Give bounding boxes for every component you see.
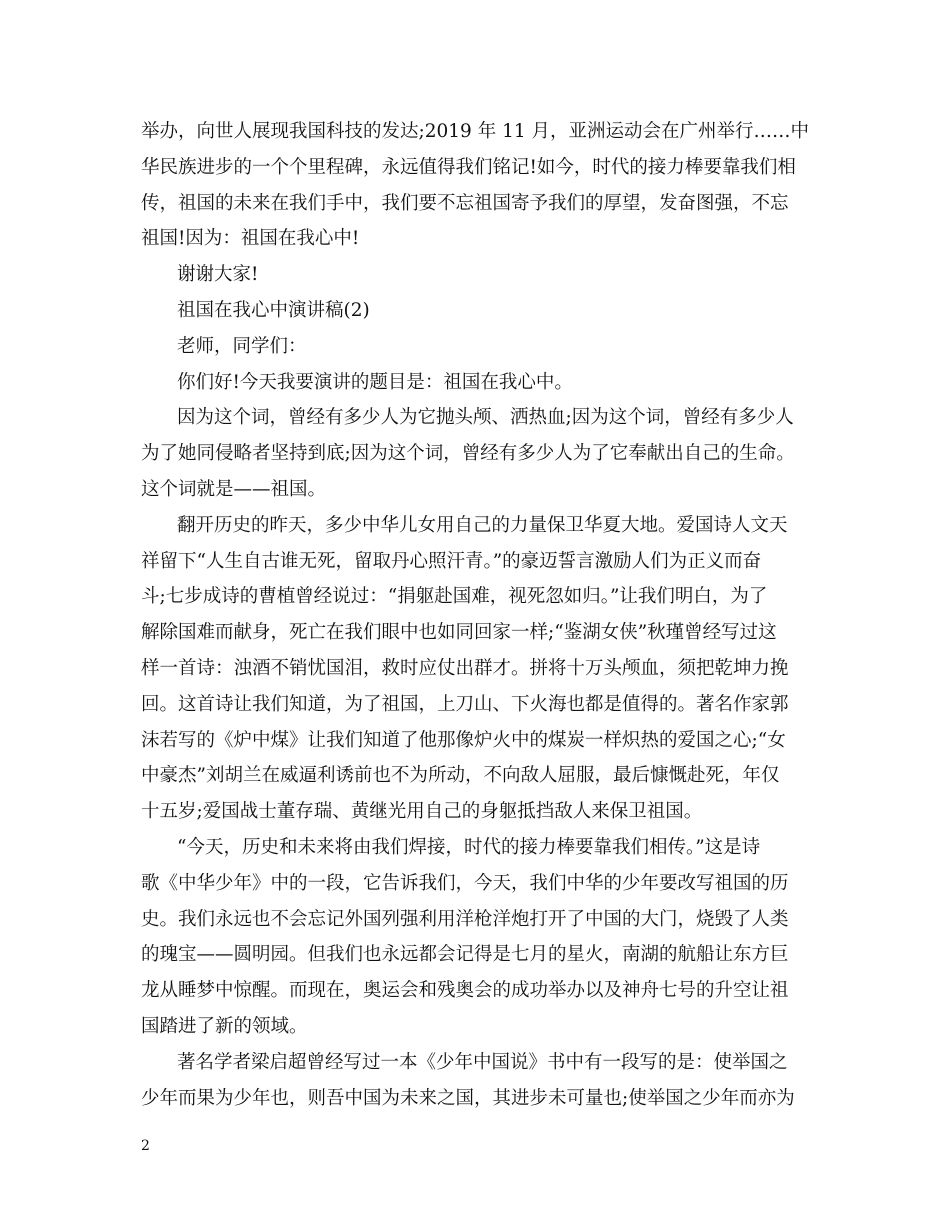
page-number: 2: [141, 1138, 150, 1154]
text-line: 老师，同学们：: [177, 335, 307, 357]
text-line: 沫若写的《炉中煤》让我们知道了他那像炉火中的煤炭一样炽热的爱国之心;“女: [141, 729, 786, 751]
text-line: 的瑰宝——圆明园。但我们也永远都会记得是七月的星火，南湖的航船让东方巨: [141, 944, 789, 966]
text-line: 回。这首诗让我们知道，为了祖国，上刀山、下火海也都是值得的。著名作家郭: [141, 693, 789, 715]
text-line: 著名学者梁启超曾经写过一本《少年中国说》书中有一段写的是：使举国之: [177, 1051, 788, 1073]
text-line: 歌《中华少年》中的一段，它告诉我们，今天，我们中华的少年要改写祖国的历: [141, 872, 789, 894]
text-line: 龙从睡梦中惊醒。而现在，奥运会和残奥会的成功举办以及神舟七号的升空让祖: [141, 980, 789, 1002]
text-line: 斗;七步成诗的曹植曾经说过：“捐躯赴国难，视死忽如归。”让我们明白，为了: [141, 586, 768, 608]
text-line: 祖国!因为：祖国在我心中!: [141, 228, 360, 250]
document-body: [141, 114, 811, 1116]
text-line: 为了她同侵略者坚持到底;因为这个词，曾经有多少人为了它奉献出自己的生命。: [141, 443, 795, 465]
text-line: 国踏进了新的领域。: [141, 1015, 308, 1037]
text-line: 中豪杰”刘胡兰在威逼利诱前也不为所动，不向敌人屈服，最后慷慨赴死，年仅: [141, 765, 780, 787]
text-line: 谢谢大家!: [177, 264, 259, 286]
text-line: 史。我们永远也不会忘记外国列强利用洋枪洋炮打开了中国的大门，烧毁了人类: [141, 908, 789, 930]
text-line: 你们好!今天我要演讲的题目是：祖国在我心中。: [177, 371, 573, 393]
text-line: “今天，历史和未来将由我们焊接，时代的接力棒要靠我们相传。”这是诗: [177, 836, 761, 858]
text-line: 解除国难而献身，死亡在我们眼中也如同回家一样;“鉴湖女侠”秋瑾曾经写过这: [141, 622, 777, 644]
text-line: 这个词就是——祖国。: [141, 478, 327, 500]
text-line: 少年而果为少年也，则吾中国为未来之国，其进步未可量也;使举国之少年而亦为: [141, 1087, 795, 1109]
text-line: 祥留下“人生自古谁无死，留取丹心照汗青。”的豪迈誓言激励人们为正义而奋: [141, 550, 762, 572]
text-line: 举办，向世人展现我国科技的发达;2019 年 11 月，亚洲运动会在广州举行……中: [141, 121, 809, 142]
text-line: 十五岁;爱国战士董存瑞、黄继光用自己的身躯抵挡敌人来保卫祖国。: [141, 801, 703, 823]
text-line: 华民族进步的一个个里程碑，永远值得我们铭记!如今，时代的接力棒要靠我们相: [141, 156, 796, 178]
section-heading: 祖国在我心中演讲稿(2): [177, 299, 370, 321]
text-line: 因为这个词，曾经有多少人为它抛头颅、洒热血;因为这个词，曾经有多少人: [177, 407, 794, 429]
text-line: 样一首诗：浊酒不销忧国泪，救时应仗出群才。拼将十万头颅血，须把乾坤力挽: [141, 657, 789, 679]
text-line: 传，祖国的未来在我们手中，我们要不忘祖国寄予我们的厚望，发奋图强，不忘: [141, 192, 789, 214]
text-line: 翻开历史的昨天，多少中华儿女用自己的力量保卫华夏大地。爱国诗人文天: [177, 514, 788, 536]
